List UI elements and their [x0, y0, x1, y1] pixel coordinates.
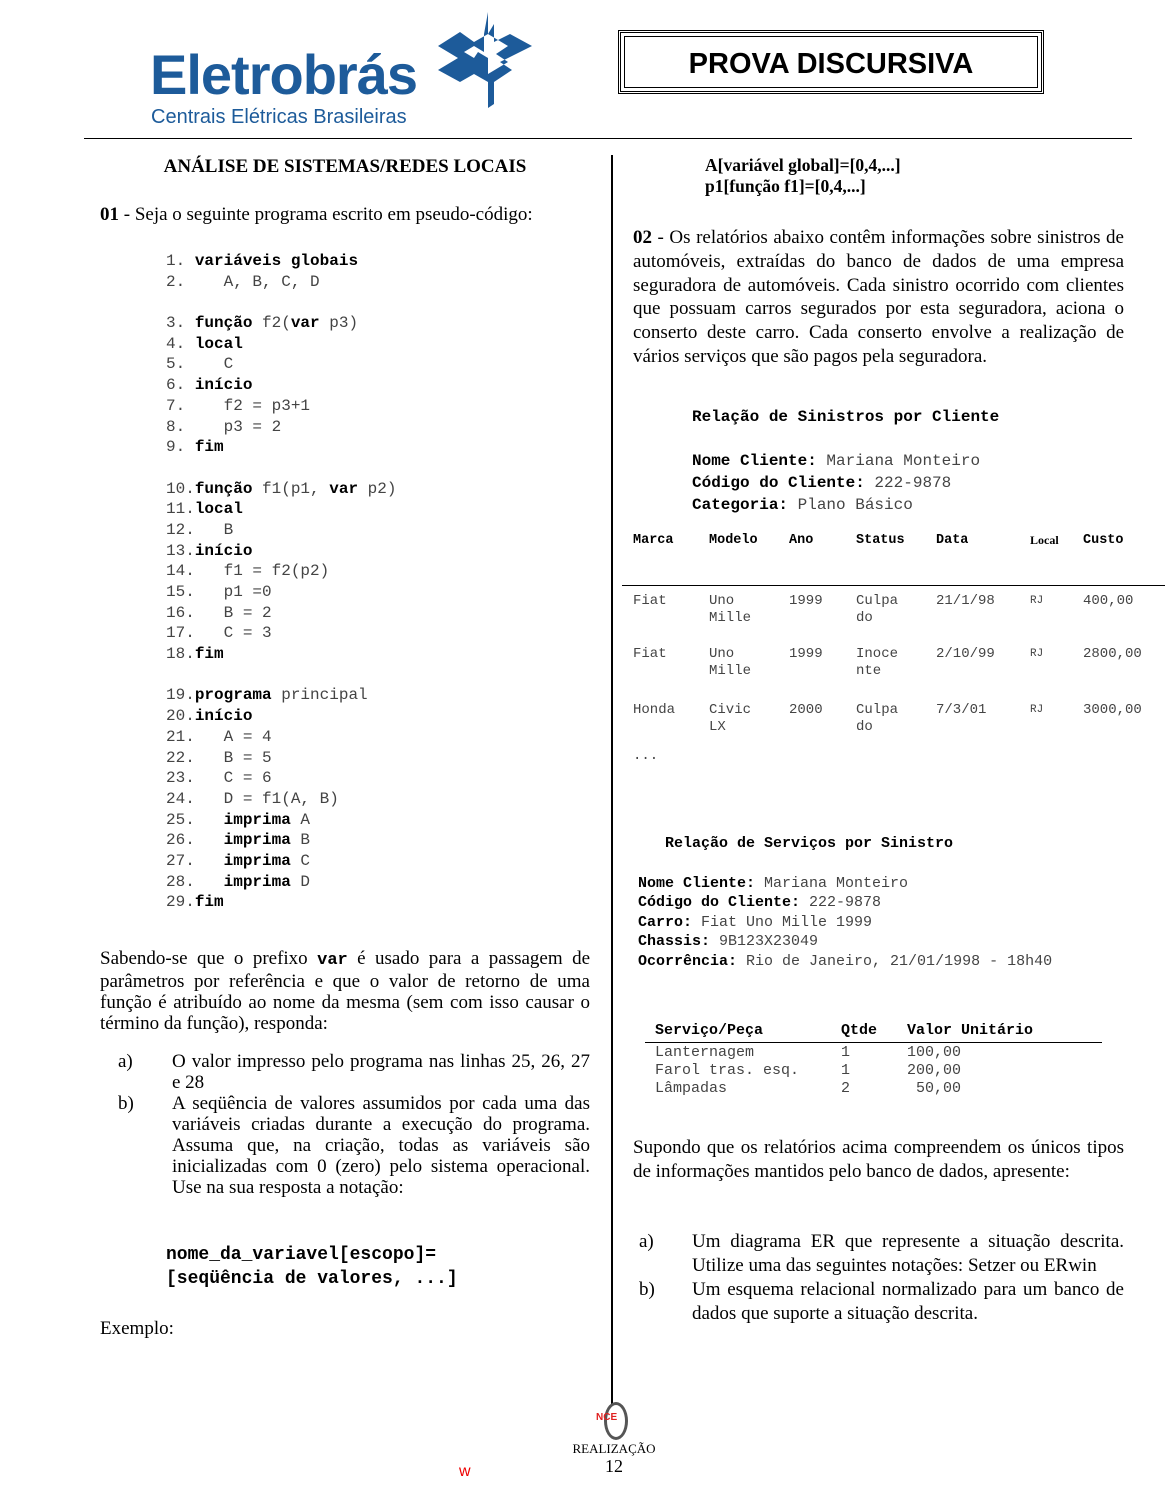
report-title: Relação de Sinistros por Cliente: [692, 408, 1000, 426]
item-text: Um esquema relacional normalizado para um banco de dados que suporte a situação descrita.: [692, 1279, 1124, 1324]
table-cell: Culpa do: [856, 593, 899, 626]
code-keyword: imprima: [223, 831, 291, 850]
notation-line: nome_da_variavel[escopo]=: [166, 1245, 437, 1265]
code-text: 10.: [166, 479, 195, 498]
table-cell: 21/1/98: [936, 593, 995, 609]
code-text: 17. C = 3: [166, 624, 272, 643]
code-text: 27.: [166, 851, 224, 870]
column-header: Local: [1030, 533, 1059, 547]
question-02-items: [633, 1230, 1124, 1326]
code-keyword: função: [194, 479, 253, 498]
code-keyword: programa: [194, 686, 272, 705]
report-title: Relação de Serviços por Sinistro: [665, 835, 954, 852]
code-line: [166, 851, 396, 872]
field-value: Rio de Janeiro, 21/01/1998 - 18h40: [737, 952, 1053, 970]
info-field: [638, 874, 1052, 893]
info-field: [638, 913, 1052, 932]
info-field: [638, 893, 1052, 912]
code-text: 14. f1 = f2(p2): [166, 562, 330, 581]
nce-logo-text: NCE: [596, 1412, 618, 1423]
code-keyword: imprima: [223, 810, 291, 829]
question-01-intro: [100, 204, 590, 225]
header-rule: [645, 1042, 1102, 1043]
code-text: 18.: [166, 645, 195, 664]
table-cell: Fiat: [633, 646, 667, 662]
eletrobras-symbol-icon: [438, 12, 534, 108]
code-keyword: imprima: [223, 872, 291, 891]
table-cell: 7/3/01: [936, 702, 987, 718]
code-text: 20.: [166, 707, 195, 726]
info-field: [692, 472, 980, 494]
column-header: Custo: [1083, 533, 1124, 548]
code-line: [166, 665, 396, 686]
table-cell: 100,00: [907, 1044, 962, 1061]
table-cell: 1: [841, 1044, 851, 1061]
code-text: 12. B: [166, 520, 234, 539]
code-line: [166, 644, 396, 665]
question-01-items: [100, 1051, 590, 1198]
table-cell: 1: [841, 1062, 851, 1079]
field-label: Chassis:: [638, 933, 711, 951]
code-line: [166, 375, 396, 396]
field-label: Nome Cliente:: [692, 452, 817, 470]
table-cell: 50,00: [907, 1080, 962, 1097]
code-text: p3): [319, 314, 359, 333]
column-header: Serviço/Peça: [655, 1022, 764, 1039]
table-cell: 2800,00: [1083, 646, 1142, 662]
code-text: B: [290, 831, 311, 850]
exam-title-box: [618, 30, 1044, 94]
code-line: [166, 499, 396, 520]
code-text: 9.: [166, 438, 195, 457]
field-value: Mariana Monteiro: [816, 452, 981, 470]
question-number: 01: [100, 204, 119, 225]
table-cell: Uno Mille: [709, 646, 752, 679]
code-text: 1.: [166, 252, 195, 270]
code-text: 6.: [166, 376, 195, 395]
code-text: D: [290, 872, 311, 891]
code-text: 4.: [166, 334, 195, 353]
question-02-instruction: Supondo que os relatórios acima compreendem os únicos tipos de informações mantidos pelo banco de dados, apresente:: [633, 1137, 1124, 1182]
table-cell: 200,00: [907, 1062, 962, 1079]
code-text: 23. C = 6: [166, 769, 272, 788]
code-text: 16. B = 2: [166, 603, 272, 622]
code-keyword: local: [194, 334, 243, 353]
column-header: Data: [936, 533, 969, 548]
code-text: p2): [358, 479, 397, 498]
field-label: Categoria:: [692, 496, 789, 514]
column-header: Valor Unitário: [907, 1022, 1034, 1039]
keyword-var: var: [317, 951, 348, 970]
question-item-b: [100, 1093, 590, 1198]
code-text: 28.: [166, 872, 224, 891]
question-item: [633, 1278, 1124, 1326]
report-claim-info: [638, 874, 1052, 971]
code-keyword: fim: [194, 645, 224, 664]
eletrobras-logo: [150, 12, 540, 128]
table-cell: Uno Mille: [709, 593, 752, 626]
code-text: 5. C: [166, 355, 234, 374]
table-cell: Farol tras. esq.: [655, 1062, 800, 1079]
code-keyword: função: [194, 314, 253, 333]
code-line: [166, 727, 396, 748]
field-value: Mariana Monteiro: [755, 875, 909, 892]
table-cell: RJ: [1030, 704, 1044, 716]
column-divider: [611, 155, 613, 1405]
column-header: Modelo: [709, 533, 758, 548]
claims-table: [622, 530, 1165, 750]
question-text: - Os relatórios abaixo contêm informações sobre sinistros de automóveis, extraídas do banco de dados de uma empresa seguradora de automóveis. Cada sinistro ocorrido com clientes que possuam carros segurados por esta seguradora, aciona o conserto deste carro. Cada conserto envolve a realização de vários serviços que são pagos pela seguradora.: [633, 227, 1124, 367]
code-text: 19.: [166, 686, 195, 705]
table-cell: Lâmpadas: [655, 1080, 728, 1097]
table-cell: Civic LX: [709, 702, 752, 735]
table-cell: Fiat: [633, 593, 667, 609]
code-line: [166, 748, 396, 769]
question-01-paragraph: [100, 948, 590, 1034]
item-text: Um diagrama ER que represente a situação descrita. Utilize uma das seguintes notações: Setzer ou ERwin: [692, 1231, 1124, 1276]
code-line: [166, 251, 396, 272]
nce-logo: [596, 1402, 632, 1438]
code-line: [166, 354, 396, 375]
example-line: A[variável global]=[0,4,...]: [705, 155, 901, 175]
exam-title: PROVA DISCURSIVA: [688, 48, 974, 80]
code-line: [166, 479, 396, 500]
code-text: 25.: [166, 810, 224, 829]
header-rule: [622, 585, 1165, 586]
field-label: Código do Cliente:: [692, 474, 865, 492]
code-line: [166, 603, 396, 624]
code-text: principal: [271, 686, 368, 705]
code-keyword: início: [194, 541, 253, 560]
item-text: O valor impresso pelo programa nas linhas 25, 26, 27 e 28: [172, 1051, 590, 1093]
code-text: f1(p1,: [252, 479, 330, 498]
field-value: 222-9878: [800, 894, 882, 912]
item-label: a): [118, 1051, 133, 1072]
table-cell: 1999: [789, 593, 823, 609]
red-mark: w: [459, 1463, 471, 1480]
code-line: [166, 892, 396, 913]
paragraph-text: é usado para a passagem de parâmetros por referência e que o valor de retorno de uma função é atribuído ao nome da mesma (sem com isso causar o término da função), responda:: [100, 948, 591, 1034]
report-client-info: [692, 450, 980, 516]
table-cell: 1999: [789, 646, 823, 662]
pseudo-code-listing: [166, 251, 396, 913]
code-line: [166, 313, 396, 334]
code-line: [166, 541, 396, 562]
code-text: 22. B = 5: [166, 748, 272, 767]
table-cell: Honda: [633, 702, 676, 718]
info-field: [692, 450, 980, 472]
table-cell: 3000,00: [1083, 702, 1142, 718]
field-label: Ocorrência:: [638, 952, 738, 970]
code-line: [166, 396, 396, 417]
code-line: [166, 623, 396, 644]
example-label: Exemplo:: [100, 1318, 174, 1339]
code-line: [166, 272, 396, 293]
code-keyword: local: [194, 500, 243, 519]
code-keyword: var: [329, 479, 359, 498]
code-text: 7. f2 = p3+1: [166, 396, 311, 415]
field-value: 9B123X23049: [710, 933, 819, 951]
field-value: Plano Básico: [788, 496, 913, 514]
code-keyword: fim: [194, 438, 224, 457]
code-text: C: [290, 851, 311, 870]
code-line: [166, 706, 396, 727]
field-label: Carro:: [638, 913, 693, 931]
column-header: Status: [856, 533, 905, 548]
table-cell: Lanternagem: [655, 1044, 755, 1061]
column-header: Ano: [789, 533, 814, 548]
code-line: [166, 417, 396, 438]
notation: [166, 1243, 458, 1291]
question-text: - Seja o seguinte programa escrito em pseudo-código:: [119, 204, 533, 225]
code-line: [166, 334, 396, 355]
question-item-a: [100, 1051, 590, 1093]
code-text: 13.: [166, 541, 195, 560]
code-line: [166, 582, 396, 603]
table-cell: 2/10/99: [936, 646, 995, 662]
code-keyword: início: [194, 707, 253, 726]
example-line: p1[função f1]=[0,4,...]: [705, 176, 866, 196]
code-line: [166, 685, 396, 706]
code-text: 2. A, B, C, D: [166, 272, 320, 291]
code-line: [166, 458, 396, 479]
code-line: [166, 768, 396, 789]
table-cell: 2000: [789, 702, 823, 718]
notation-line: [seqüência de valores, ...]: [166, 1269, 458, 1289]
realizacao-label: REALIZAÇÃO: [572, 1441, 656, 1456]
code-text: 24. D = f1(A, B): [166, 789, 339, 808]
code-line: [166, 810, 396, 831]
item-label: b): [118, 1093, 134, 1114]
table-cell: Inoce nte: [856, 646, 899, 679]
code-line: [166, 520, 396, 541]
code-text: f2(: [252, 314, 291, 333]
section-title: ANÁLISE DE SISTEMAS/REDES LOCAIS: [163, 156, 527, 177]
code-text: 8. p3 = 2: [166, 417, 282, 436]
header-divider: [84, 138, 1132, 139]
paragraph-text: Sabendo-se que o prefixo: [100, 948, 318, 969]
column-header: Qtde: [841, 1022, 878, 1039]
column-header: Marca: [633, 533, 674, 548]
question-number: 02: [633, 227, 652, 248]
code-text: 3.: [166, 314, 195, 333]
code-keyword: var: [290, 314, 320, 333]
code-keyword: início: [194, 376, 253, 395]
field-label: Nome Cliente:: [638, 875, 756, 892]
item-label: a): [639, 1231, 654, 1252]
question-item: [633, 1230, 1124, 1278]
code-line: [166, 561, 396, 582]
code-text: 29.: [166, 893, 195, 912]
logo-subtitle: Centrais Elétricas Brasileiras: [151, 106, 407, 128]
table-cell: RJ: [1030, 595, 1044, 607]
code-keyword: imprima: [223, 851, 291, 870]
info-field: [692, 494, 980, 516]
code-text: A: [290, 810, 311, 829]
field-value: 222-9878: [864, 474, 952, 492]
table-cell: 2: [841, 1080, 851, 1097]
code-text: 15. p1 =0: [166, 583, 272, 601]
code-keyword: variáveis globais: [194, 252, 359, 270]
code-keyword: fim: [194, 893, 224, 912]
code-line: [166, 872, 396, 893]
info-field: [638, 932, 1052, 951]
code-text: 21. A = 4: [166, 727, 272, 746]
table-cell: RJ: [1030, 648, 1044, 660]
item-label: b): [639, 1279, 655, 1300]
field-label: Código do Cliente:: [638, 894, 801, 912]
table-ellipsis: ...: [633, 748, 659, 764]
logo-name: Eletrobrás: [150, 43, 417, 106]
info-field: [638, 952, 1052, 971]
code-line: [166, 292, 396, 313]
services-table: [645, 1022, 1102, 1102]
code-line: [166, 437, 396, 458]
code-line: [166, 789, 396, 810]
code-text: 26.: [166, 831, 224, 850]
code-line: [166, 830, 396, 851]
question-02-text: [633, 226, 1124, 369]
table-cell: Culpa do: [856, 702, 899, 735]
field-value: Fiat Uno Mille 1999: [692, 913, 873, 931]
item-text: A seqüência de valores assumidos por cada uma das variáveis criadas durante a execução do programa. Assuma que, na criação, todas as variáveis são inicializadas com 0 (zero) pelo sistema operacional. Use na sua resposta a notação:: [172, 1093, 590, 1198]
table-cell: 400,00: [1083, 593, 1134, 609]
code-text: 11.: [166, 500, 195, 519]
page-number: 12: [605, 1456, 623, 1476]
example-answer: [705, 155, 901, 197]
